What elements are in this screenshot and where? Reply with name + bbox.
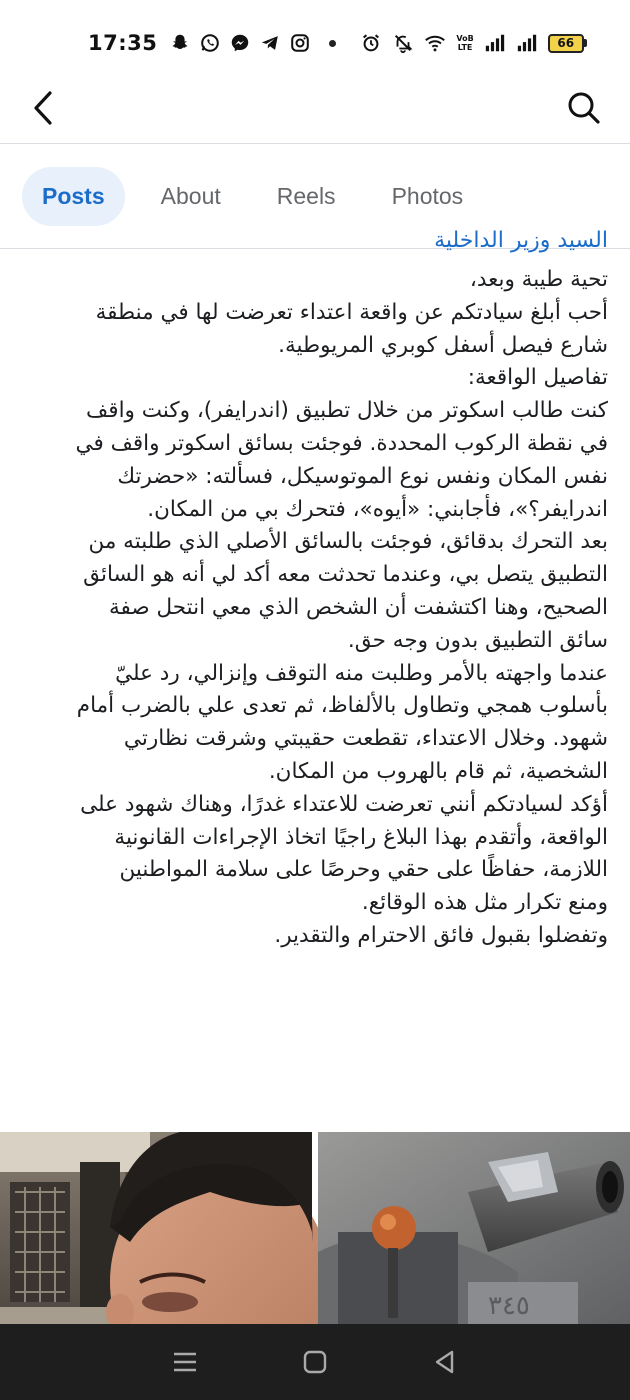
post-line: الشخصية، ثم قام بالهروب من المكان.	[268, 758, 608, 784]
mute-icon	[392, 32, 414, 54]
signal-icon	[484, 32, 506, 54]
post-photos	[0, 1132, 630, 1324]
battery-tip	[584, 39, 587, 47]
post-line: شارع فيصل أسفل كوبري المريوطية.	[278, 332, 608, 358]
post-line: ومنع تكرار مثل هذه الوقائع.	[361, 890, 608, 916]
post-line: الصحيح، وهنا اكتشفت أن الشخص الذي معي انتحل صفة	[108, 594, 608, 620]
tab-photos[interactable]: Photos	[391, 183, 464, 209]
post-line: التطبيق يتصل بي، وعندما تحدثت معه أكد لي أنه هو السائق	[83, 562, 608, 588]
post-line: أؤكد لسيادتكم أنني تعرضت للاعتداء غدرًا، وهناك شهود على	[80, 791, 608, 817]
search-icon	[566, 90, 602, 126]
post-line: شهود. وخلال الاعتداء، تقطعت حقيبتي وشرقت نظارتي	[123, 726, 608, 752]
svg-text:٣٤٥: ٣٤٥	[488, 1291, 530, 1321]
top-header	[0, 86, 630, 144]
post-line: تحية طيبة وبعد،	[469, 267, 608, 292]
lte-label: LTE	[457, 43, 473, 52]
post-text	[18, 264, 608, 953]
post-line: اللازمة، حفاظًا على حقي وحرصًا على سلامة المواطنين	[119, 857, 608, 883]
battery-level: 66	[548, 34, 584, 53]
battery-icon	[548, 34, 587, 53]
face-photo-illustration	[0, 1132, 312, 1324]
volte-label: VoB	[456, 34, 474, 43]
post-line: بأسلوب همجي وتطاول بالألفاظ، ثم تعدى علي بالضرب أمام	[76, 693, 608, 719]
back-button[interactable]	[26, 88, 60, 128]
messenger-icon	[229, 32, 251, 54]
instagram-icon	[289, 32, 311, 54]
chevron-left-icon	[32, 90, 54, 126]
post-line: بعد التحرك بدقائق، فوجئت بالسائق الأصلي الذي طلبته من	[88, 529, 608, 555]
system-nav-bar	[0, 1324, 630, 1400]
post-line: الواقعة، وأتقدم بهذا البلاغ راجيًا اتخاذ الإجراءات القانونية	[114, 824, 608, 850]
notification-icons	[169, 32, 346, 54]
post-line: وتفضلوا بقبول فائق الاحترام والتقدير.	[274, 922, 608, 948]
post-line: اندرايفر؟»، فأجابني: «أيوه»، فتحرك بي من المكان.	[147, 496, 608, 522]
volte-indicator	[456, 34, 473, 52]
post-line: كنت طالب اسكوتر من خلال تطبيق (اندرايفر)، وكنت واقف	[86, 398, 608, 424]
post-line: سائق التطبيق بدون وجه حق.	[347, 627, 608, 653]
post-line: أحب أبلغ سيادتكم عن واقعة اعتداء تعرضت لها في منطقة	[95, 299, 608, 325]
handlebar-photo-illustration	[318, 1132, 630, 1324]
post-line: عندما واجهته بالأمر وطلبت منه التوقف وإنزالي، رد عليّ	[115, 660, 608, 686]
back-nav-button[interactable]	[425, 1342, 465, 1382]
recent-apps-button[interactable]	[165, 1342, 205, 1382]
system-indicators	[360, 32, 586, 54]
signal-icon-2	[516, 32, 538, 54]
alarm-icon	[360, 32, 382, 54]
home-icon	[302, 1349, 328, 1375]
status-time: 17:35	[88, 31, 158, 55]
post-line: تفاصيل الواقعة:	[467, 365, 608, 391]
more-notifications-dot	[329, 40, 336, 47]
post-body	[0, 228, 630, 1130]
home-button[interactable]	[295, 1342, 335, 1382]
menu-icon	[172, 1350, 198, 1374]
status-bar	[0, 0, 630, 86]
post-line: في نقطة الركوب المحددة. فوجئت بسائق اسكوتر واقف في	[75, 430, 608, 456]
search-button[interactable]	[564, 88, 604, 128]
cut-off-mention-link[interactable]: السيد وزير الداخلية	[434, 228, 608, 253]
post-line: نفس المكان ونفس نوع الموتوسيكل، فسألته: «حضرتك	[117, 463, 608, 489]
back-triangle-icon	[432, 1349, 458, 1375]
snapchat-icon	[169, 32, 191, 54]
telegram-icon	[259, 32, 281, 54]
tab-about[interactable]: About	[160, 183, 221, 209]
face-injury-photo[interactable]	[0, 1132, 312, 1324]
tab-posts[interactable]: Posts	[22, 167, 125, 226]
tab-reels[interactable]: Reels	[276, 183, 336, 209]
whatsapp-icon	[199, 32, 221, 54]
wifi-icon	[424, 32, 446, 54]
scooter-handlebar-photo[interactable]	[318, 1132, 630, 1324]
